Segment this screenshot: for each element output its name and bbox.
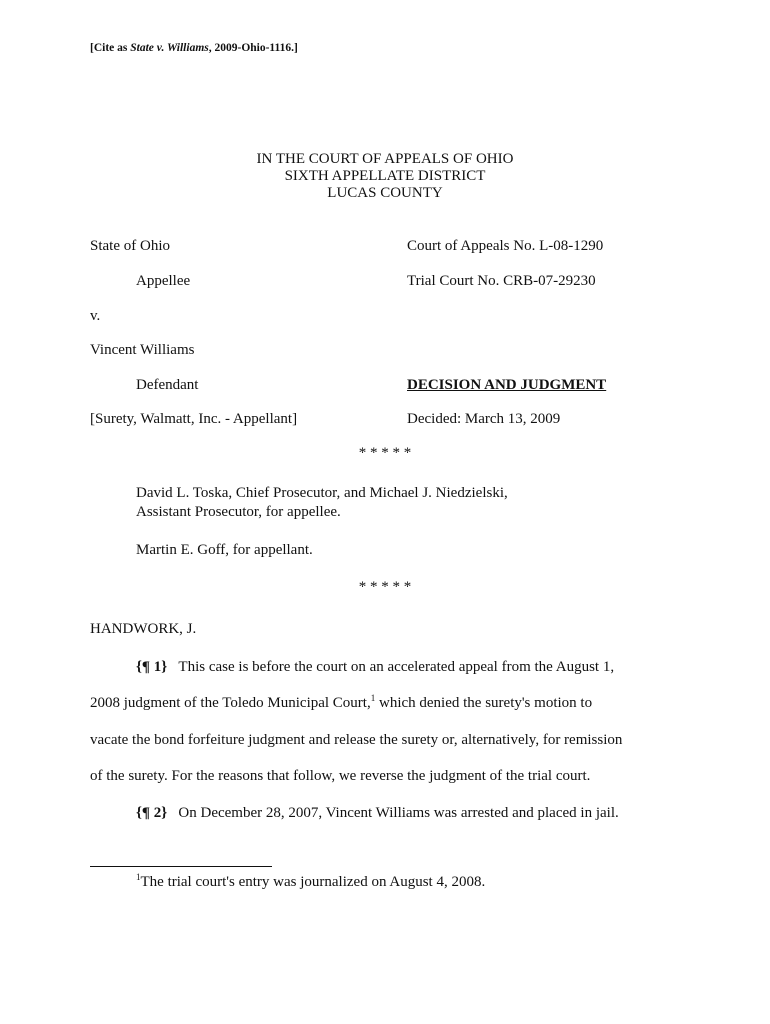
paragraph-1-line-3: vacate the bond forfeiture judgment and release the surety or, alternatively, for remission [90,732,623,748]
cite-prefix: [Cite as [90,42,131,54]
citation-header [90,42,298,54]
paragraph-1-marker: {¶ 1} [136,659,168,675]
paragraph-2-marker: {¶ 2} [136,805,168,821]
trial-case-number: Trial Court No. CRB-07-29230 [407,273,596,289]
role-defendant: Defendant [136,377,199,393]
court-county: LUCAS COUNTY [327,185,443,201]
footnote-reference[interactable]: 1 [370,693,376,703]
counsel-appellant: Martin E. Goff, for appellant. [136,542,313,558]
paragraph-1-line-2 [90,695,592,712]
paragraph-1-line-1 [136,659,614,676]
separator-bottom: * * * * * [358,579,412,595]
footnote-number: 1 [136,872,141,882]
counsel-appellee-line2: Assistant Prosecutor, for appellee. [136,504,341,520]
party-defendant: Vincent Williams [90,342,195,358]
paragraph-1-text-1: This case is before the court on an accelerated appeal from the August 1, [178,659,615,675]
footnote [136,874,485,891]
court-name: IN THE COURT OF APPEALS OF OHIO [256,151,514,167]
separator-top: * * * * * [358,445,412,461]
versus: v. [90,308,101,324]
paragraph-1-text-2b: which denied the surety's motion to [375,695,593,711]
counsel-appellee-line1: David L. Toska, Chief Prosecutor, and Michael J. Niedzielski, [136,485,508,501]
footnote-divider [90,866,272,867]
footnote-text: The trial court's entry was journalized on August 4, 2008. [140,874,486,890]
cite-case-name: State v. Williams [130,42,209,54]
paragraph-2-line-1 [136,805,619,822]
decision-title: DECISION AND JUDGMENT [407,377,607,393]
appeals-case-number: Court of Appeals No. L-08-1290 [407,238,604,254]
court-district: SIXTH APPELLATE DISTRICT [284,168,486,184]
party-state: State of Ohio [90,238,170,254]
paragraph-1-line-4: of the surety. For the reasons that follow, we reverse the judgment of the trial court. [90,768,591,784]
decided-date: Decided: March 13, 2009 [407,411,561,427]
paragraph-2-text-1: On December 28, 2007, Vincent Williams was arrested and placed in jail. [178,805,619,821]
surety-appellant: [Surety, Walmatt, Inc. - Appellant] [90,411,298,427]
cite-suffix: , 2009-Ohio-1116.] [208,42,298,54]
author-judge: HANDWORK, J. [90,621,197,637]
paragraph-1-text-2a: 2008 judgment of the Toledo Municipal Court, [90,695,371,711]
role-appellee: Appellee [136,273,191,289]
